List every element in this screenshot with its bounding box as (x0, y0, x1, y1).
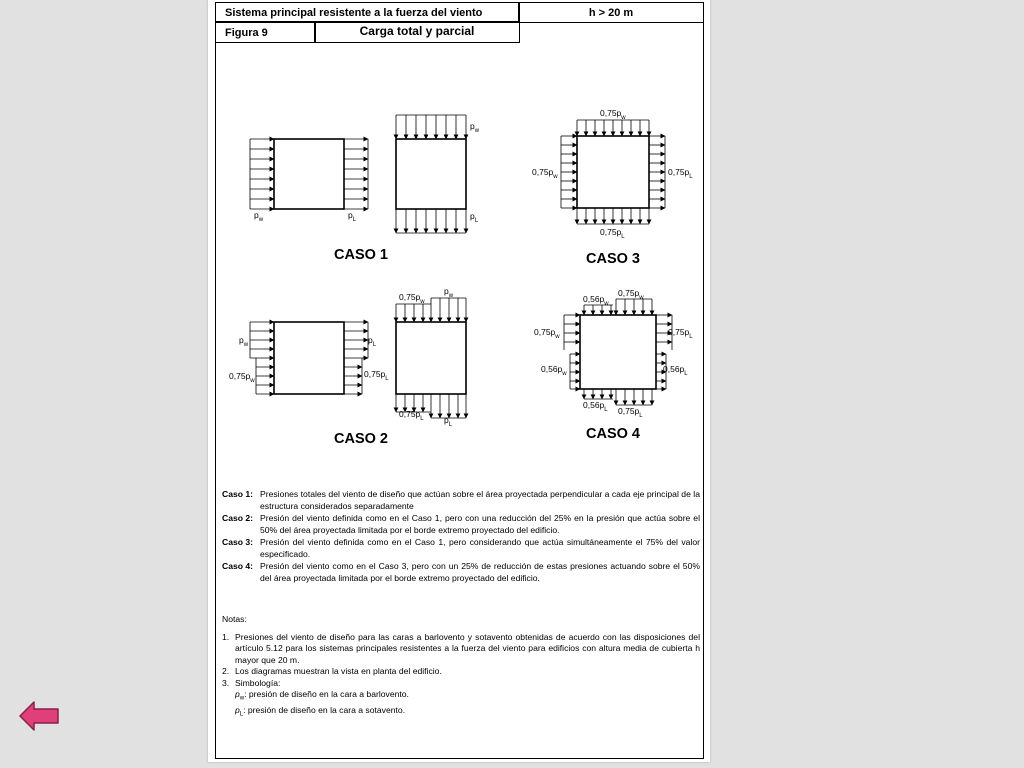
case4-caption: CASO 4 (586, 426, 640, 442)
symbol-pw: $p_w$: presión de diseño en la cara a barlovento. (235, 689, 409, 702)
case2-diagram (229, 286, 466, 447)
case-text: Presiones totales del viento de diseño que actúan sobre el área proyectada perpendicular a cada eje principal de la estructura considerados separadamente (260, 489, 700, 511)
header-height-condition: h > 20 m (588, 7, 634, 19)
case3-bottom-label: $0,75p_L$ (600, 227, 625, 240)
case3-top-label: $0,75p_w$ (600, 108, 626, 121)
case1-pl-label: $p_L$ (348, 210, 357, 223)
case1-top-pw-label: $p_w$ (470, 121, 480, 134)
case1-caption: CASO 1 (334, 247, 388, 263)
note-text: Simbología: (235, 677, 281, 688)
case-text: Presión del viento como en el Caso 3, pero con un 25% de reducción de estas presiones actuando sobre el 50% del área proyectada limitada por el borde extremo proyectado del edificio. (260, 561, 700, 583)
note-item (222, 678, 700, 690)
document-page (208, 0, 710, 762)
case4-top-075-label: $0,75p_w$ (618, 288, 644, 301)
case4-diagram (534, 288, 693, 442)
case4-left-056-label: $0,56p_w$ (541, 364, 567, 377)
note-number: 2. (222, 666, 230, 676)
case-key: Caso 3: (222, 537, 254, 547)
case-description-row (222, 513, 700, 536)
case4-bottom-075-label: $0,75p_L$ (618, 406, 643, 419)
case2-075pw-label: $0,75p_w$ (229, 371, 255, 384)
case2-pl-label: $p_L$ (368, 335, 377, 348)
symbol-pl: $p_L$: presión de diseño en la cara a sotavento. (235, 705, 406, 718)
figure-title: Carga total y parcial (359, 24, 475, 38)
case1-windward-arrows (250, 139, 274, 209)
case4-top-056-label: $0,56p_w$ (583, 294, 609, 307)
case4-bottom-056-label: $0,56p_L$ (583, 400, 608, 413)
case2-075pl-label: $0,75p_L$ (364, 369, 389, 382)
note-item (222, 632, 700, 667)
case-text: Presión del viento definida como en el Caso 1, pero con una reducción del 25% en la presión que actúa sobre el 50% del área proyectada limitada por el borde extremo proyectado del edificio. (260, 513, 700, 535)
case2-top-075pw-label: $0,75p_w$ (399, 292, 425, 305)
case4-right-075-label: $0,75p_L$ (668, 327, 693, 340)
note-text: Presiones del viento de diseño para las caras a barlovento y sotavento obtenidas de acuerdo con las disposiciones del artículo 5.12 para los sistemas principales resistentes a la fuerza del viento para edificios con altura media de cubierta h mayor que 20 m. (235, 631, 700, 665)
case1-pw-label: $p_w$ (254, 210, 264, 223)
case3-diagram (532, 108, 693, 267)
case3-left-label: $0,75p_w$ (532, 167, 558, 180)
case3-right-label: $0,75p_L$ (668, 167, 693, 180)
wind-load-diagrams (208, 0, 710, 470)
case2-building-x (274, 322, 344, 394)
back-button[interactable] (18, 698, 60, 734)
case2-top-pw-label: $p_w$ (444, 286, 454, 299)
note-number: 1. (222, 631, 230, 642)
case3-building (577, 136, 649, 208)
case2-pw-label: $p_w$ (239, 335, 249, 348)
case4-right-056-label: $0,56p_L$ (663, 364, 688, 377)
case-key: Caso 1: (222, 489, 254, 499)
left-arrow-icon (18, 698, 60, 734)
header-system-title: Sistema principal resistente a la fuerza del viento (225, 7, 483, 19)
case-descriptions (222, 489, 700, 585)
case-text: Presión del viento definida como en el Caso 1, pero considerando que actúa simultáneamente el 75% del valor especificado. (260, 537, 700, 559)
case2-leeward-arrows (344, 322, 368, 394)
case1-top-arrows (396, 115, 466, 139)
case2-bottom-pl-label: $p_L$ (444, 415, 453, 428)
figure-label: Figura 9 (225, 27, 268, 39)
case-key: Caso 2: (222, 513, 254, 523)
case-description-row (222, 489, 700, 512)
notes-title: Notas: (222, 614, 247, 624)
note-item (222, 666, 700, 678)
case2-bottom-075pl-label: $0,75p_L$ (399, 409, 424, 422)
note-number: 3. (222, 677, 230, 688)
case2-caption: CASO 2 (334, 431, 388, 447)
case-description-row (222, 537, 700, 560)
case1-diagram (250, 115, 480, 263)
case1-building-x (274, 139, 344, 209)
case4-building (580, 315, 656, 389)
case3-caption: CASO 3 (586, 251, 640, 267)
case1-bottom-pl-label: $p_L$ (470, 211, 479, 224)
case-key: Caso 4: (222, 561, 254, 571)
case1-bottom-arrows (396, 209, 466, 233)
case4-left-075-label: $0,75p_w$ (534, 327, 560, 340)
notes-section (222, 614, 700, 721)
note-text: Los diagramas muestran la vista en planta del edificio. (235, 666, 442, 676)
case2-building-y (396, 322, 466, 394)
case1-building-y (396, 139, 466, 209)
case-description-row (222, 561, 700, 584)
case1-leeward-arrows (344, 139, 368, 209)
